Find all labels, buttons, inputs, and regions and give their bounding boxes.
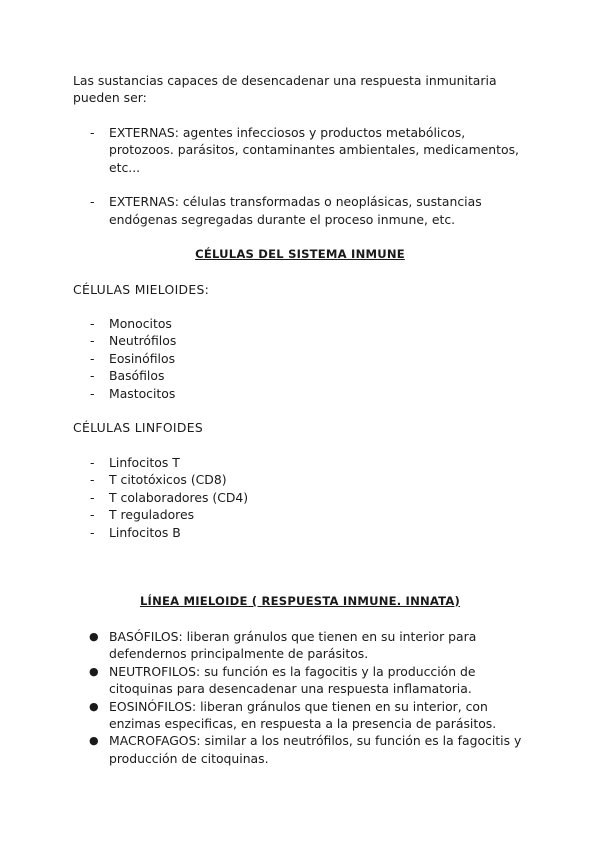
list-item bbox=[73, 698, 533, 733]
list-item bbox=[73, 471, 533, 488]
list-item-text: MACROFAGOS: similar a los neutrófilos, su función es la fagocitis y producción de citoquinas. bbox=[109, 733, 522, 766]
list-item bbox=[73, 524, 533, 541]
list-item-text: Neutrófilos bbox=[109, 333, 177, 349]
list-item-text: Eosinófilos bbox=[109, 350, 176, 366]
innate-cells-list bbox=[73, 628, 533, 767]
bullet-marker: ● bbox=[89, 630, 99, 643]
bullet-marker: ● bbox=[89, 734, 99, 748]
dash-marker: - bbox=[90, 507, 95, 523]
dash-marker: - bbox=[90, 333, 95, 349]
list-item-text: T citotóxicos (CD8) bbox=[109, 472, 227, 488]
dash-marker: - bbox=[90, 125, 95, 140]
list-item bbox=[73, 506, 533, 523]
sources-list bbox=[73, 124, 533, 228]
list-item bbox=[73, 193, 533, 228]
list-item-text: EXTERNAS: células transformadas o neoplásicas, sustancias endógenas segregadas durante el proceso inmune, etc. bbox=[109, 194, 482, 227]
section-title-myeloid-line: LÍNEA MIELOIDE ( RESPUESTA INMUNE. INNATA) bbox=[139, 594, 461, 608]
list-item-text: Linfocitos T bbox=[109, 455, 180, 470]
dash-marker: - bbox=[90, 194, 95, 210]
list-item bbox=[73, 454, 533, 471]
list-item bbox=[73, 663, 533, 698]
list-item bbox=[73, 628, 533, 663]
dash-marker: - bbox=[90, 455, 95, 470]
list-item bbox=[73, 332, 533, 349]
lymphoid-label: CÉLULAS LINFOIDES bbox=[73, 420, 203, 435]
list-item bbox=[73, 367, 533, 384]
dash-marker: - bbox=[90, 524, 95, 540]
list-item-text: Monocitos bbox=[109, 316, 172, 331]
dash-marker: - bbox=[90, 350, 95, 366]
list-item bbox=[73, 489, 533, 506]
bullet-marker: ● bbox=[89, 699, 99, 713]
list-item-text: Mastocitos bbox=[109, 385, 176, 401]
list-item-text: T reguladores bbox=[109, 507, 195, 523]
list-item-text: Linfocitos B bbox=[109, 524, 181, 540]
dash-marker: - bbox=[90, 385, 95, 401]
list-item bbox=[73, 732, 533, 767]
list-item bbox=[73, 385, 533, 402]
section-title-immune-cells: CÉLULAS DEL SISTEMA INMUNE bbox=[195, 247, 405, 261]
intro-paragraph: Las sustancias capaces de desencadenar una respuesta inmunitaria pueden ser: bbox=[73, 73, 497, 106]
list-item bbox=[73, 315, 533, 332]
dash-marker: - bbox=[90, 489, 95, 505]
list-item-text: T colaboradores (CD4) bbox=[109, 489, 249, 505]
myeloid-cells-list bbox=[73, 315, 533, 402]
list-item-text: NEUTROFILOS: su función es la fagocitis y la producción de citoquinas para desencadenar una respuesta inflamatoria. bbox=[109, 663, 476, 697]
list-item-text: EXTERNAS: agentes infecciosos y productos metabólicos, protozoos. parásitos, contaminantes ambientales, medicamentos, etc... bbox=[109, 125, 519, 175]
dash-marker: - bbox=[90, 368, 95, 384]
bullet-marker: ● bbox=[89, 664, 99, 678]
dash-marker: - bbox=[90, 316, 95, 331]
list-item-text: BASÓFILOS: liberan gránulos que tienen en su interior para defendernos principalmente de parásitos. bbox=[109, 629, 477, 662]
list-item bbox=[73, 124, 533, 176]
list-item-text: EOSINÓFILOS: liberan gránulos que tienen en su interior, con enzimas especificas, en respuesta a la presencia de parásitos. bbox=[109, 698, 497, 732]
list-item-text: Basófilos bbox=[109, 368, 165, 384]
myeloid-label: CÉLULAS MIELOIDES: bbox=[73, 282, 210, 297]
list-item bbox=[73, 350, 533, 367]
dash-marker: - bbox=[90, 472, 95, 488]
lymphoid-cells-list bbox=[73, 454, 533, 541]
